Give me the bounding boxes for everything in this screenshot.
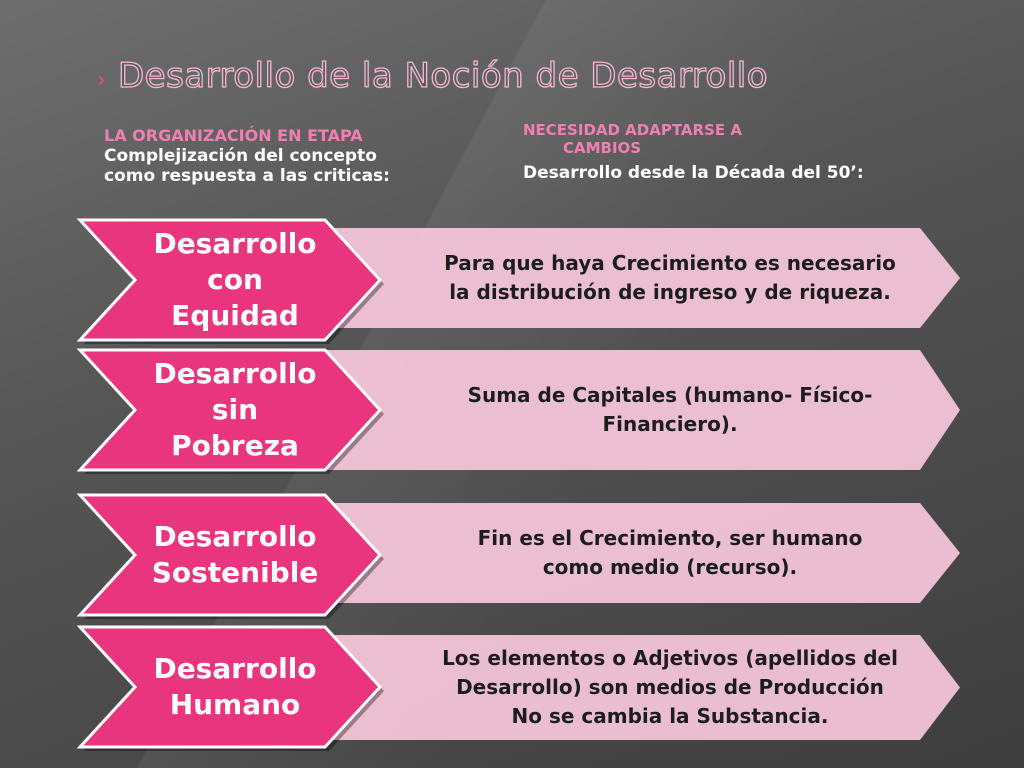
right-header-subtitle: Desarrollo desde la Década del 50’: [523,163,864,183]
slide-title: Desarrollo de la Noción de Desarrollo [118,56,769,96]
row-1-description-line: la distribución de ingreso y de riqueza. [449,280,891,304]
row-2 [80,350,970,470]
left-header-heading: LA ORGANIZACIÓN EN ETAPA [104,126,363,145]
row-1-label-line: con [207,263,263,296]
row-1-description [385,249,955,307]
row-2-label-line: Desarrollo [153,357,317,390]
row-4-description-line: No se cambia la Substancia. [511,704,829,728]
row-2-label [146,356,324,464]
row-1-description-line: Para que haya Crecimiento es necesario [444,251,896,275]
row-3-label-line: Desarrollo [153,520,317,553]
row-1-label-line: Equidad [171,299,299,332]
row-2-description-line: Suma de Capitales (humano- Físico- [467,383,873,407]
right-header-heading-line1: NECESIDAD ADAPTARSE A [523,121,742,139]
row-4-label-line: Humano [169,688,301,721]
row-2-description [385,381,955,439]
row-4 [80,627,970,747]
row-1-label-line: Desarrollo [153,227,317,260]
row-4-label-line: Desarrollo [153,652,317,685]
row-3-description [385,524,955,582]
row-4-label [146,651,324,723]
row-3 [80,495,970,615]
left-header-line1: Complejización del concepto [104,146,377,166]
row-1 [80,220,970,340]
row-3-description-line: Fin es el Crecimiento, ser humano [477,526,863,550]
row-4-description-line: Los elementos o Adjetivos (apellidos del [442,646,898,670]
left-header-line2: como respuesta a las criticas: [104,166,390,186]
row-2-description-line: Financiero). [602,412,738,436]
row-2-label-line: sin [211,393,259,426]
row-3-label-line: Sostenible [151,556,319,589]
row-3-description-line: como medio (recurso). [542,555,798,579]
right-header-heading-line2: CAMBIOS [563,139,642,157]
title-bullet-icon: › [97,68,106,93]
row-3-label [146,519,324,591]
row-4-description-line: Desarrollo) son medios de Producción [456,675,884,699]
row-2-label-line: Pobreza [171,429,299,462]
row-1-label [146,226,324,334]
row-4-description [385,644,955,731]
